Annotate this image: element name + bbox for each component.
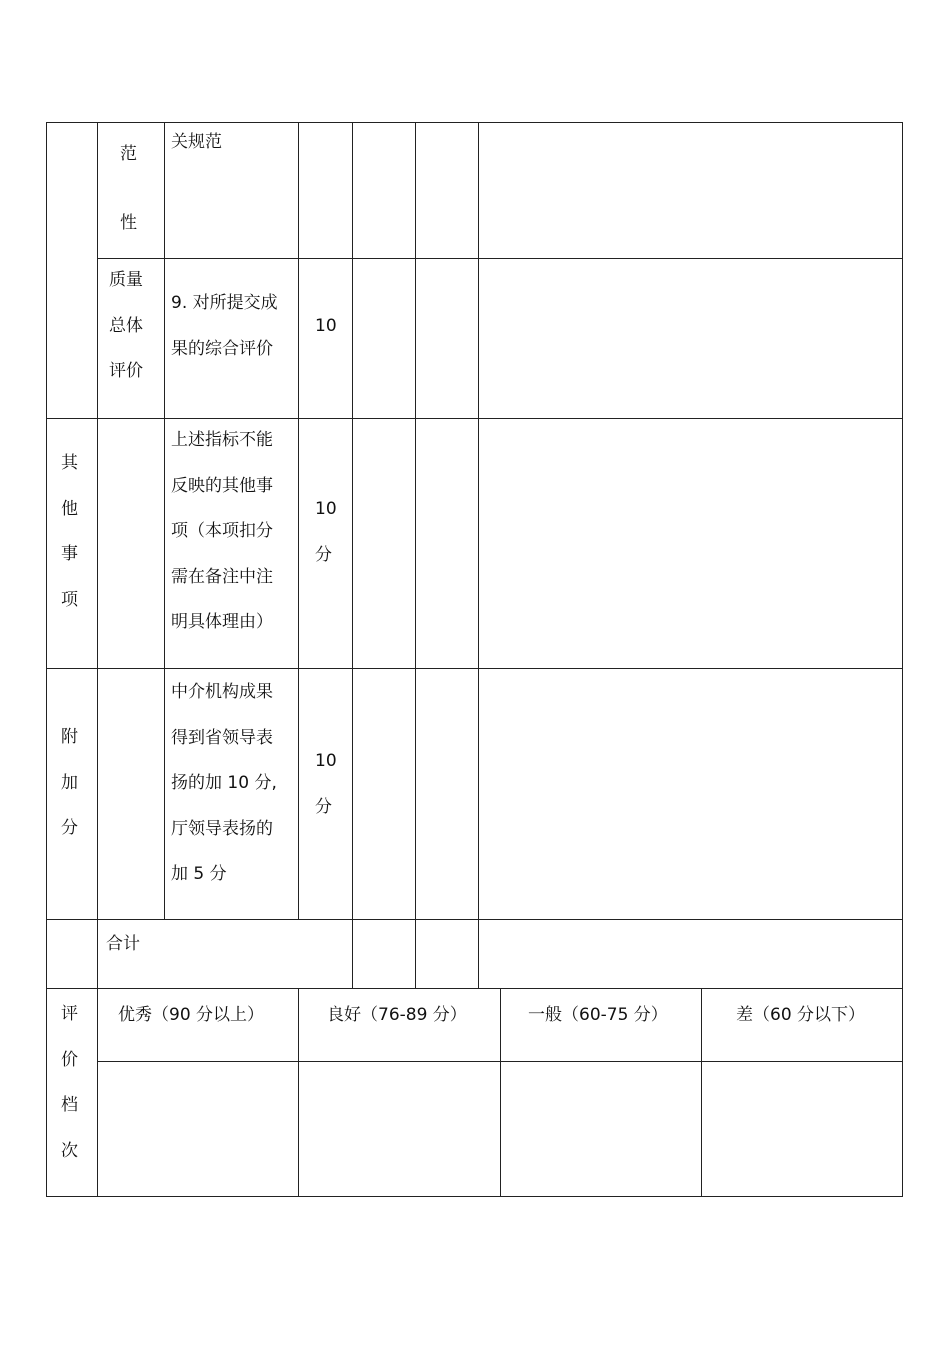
- quality-points: 10: [315, 316, 337, 336]
- standard-indicator: 范 性: [120, 144, 137, 233]
- bonus-category: 附 加 分: [61, 727, 78, 838]
- table-border-left: [46, 122, 47, 1197]
- row-divider-total: [46, 919, 903, 920]
- grade-divider-2: [500, 988, 501, 1197]
- table-border-bottom: [46, 1196, 903, 1197]
- column-divider-6: [478, 122, 479, 989]
- row-divider-quality: [97, 258, 903, 259]
- column-divider-4: [352, 122, 353, 989]
- other-points: 10 分: [315, 499, 337, 565]
- grades-category: 评 价 档 次: [61, 1004, 78, 1161]
- total-label: 合计: [106, 934, 140, 954]
- standard-criterion: 关规范: [171, 132, 222, 152]
- grade-divider-3: [701, 988, 702, 1197]
- other-criterion: 上述指标不能 反映的其他事 项（本项扣分 需在备注中注 明具体理由）: [171, 430, 273, 632]
- grade-poor-label: 差（60 分以下）: [736, 1005, 866, 1025]
- row-divider-bonus: [46, 668, 903, 669]
- column-divider-5: [415, 122, 416, 989]
- quality-criterion: 9. 对所提交成 果的综合评价: [171, 293, 278, 359]
- grade-average-label: 一般（60-75 分）: [528, 1005, 668, 1025]
- column-divider-2: [164, 122, 165, 919]
- quality-indicator: 质量 总体 评价: [109, 270, 143, 381]
- grade-divider-1: [298, 988, 299, 1197]
- table-border-right: [902, 122, 903, 1197]
- other-category: 其 他 事 项: [61, 453, 78, 610]
- bonus-criterion: 中介机构成果 得到省领导表 扬的加 10 分, 厅领导表扬的 加 5 分: [171, 682, 277, 884]
- grade-excellent-label: 优秀（90 分以上）: [118, 1005, 265, 1025]
- row-divider-grades: [46, 988, 903, 989]
- grade-good-label: 良好（76-89 分）: [327, 1005, 467, 1025]
- column-divider-1: [97, 122, 98, 1197]
- column-divider-3: [298, 122, 299, 919]
- bonus-points: 10 分: [315, 751, 337, 817]
